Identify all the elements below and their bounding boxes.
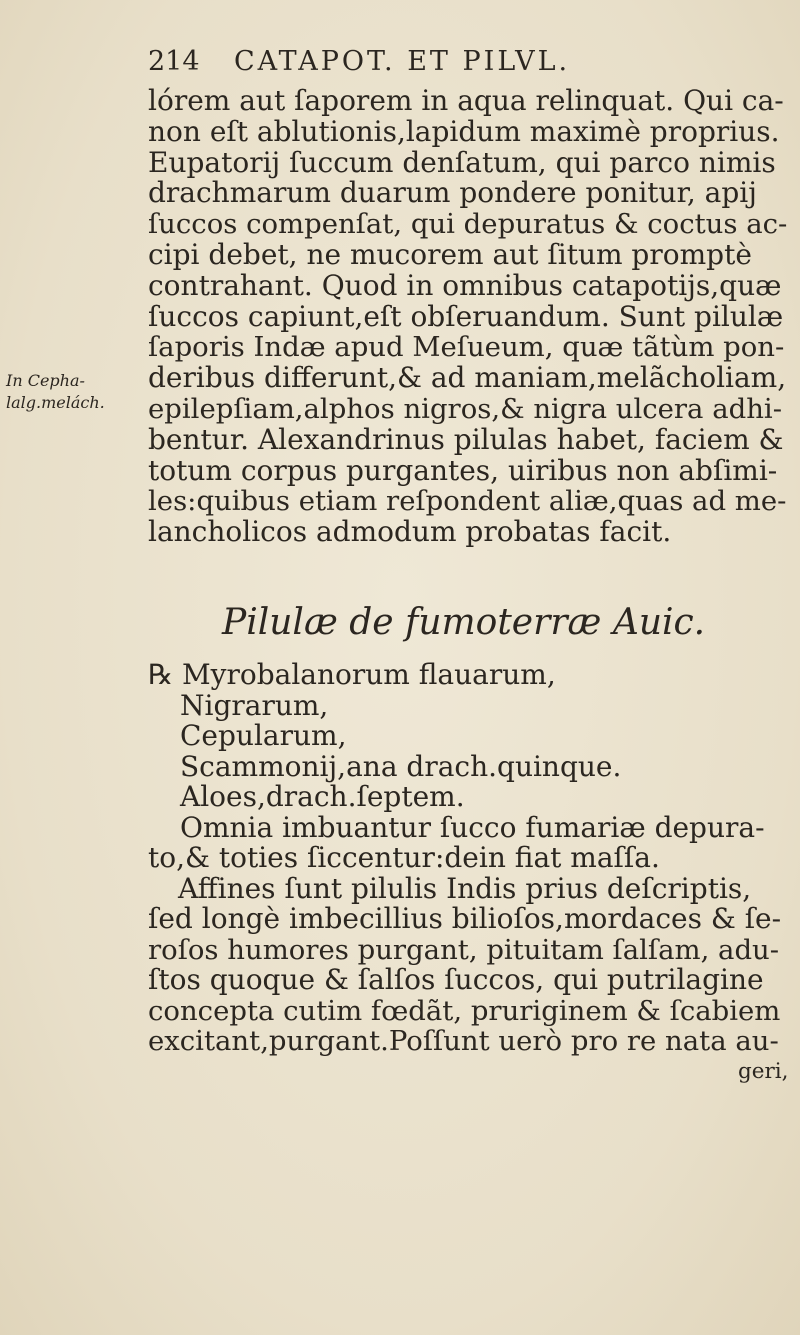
recipe-line: ſed longè imbecillius bilioſos,mordaces & ſe- <box>148 902 782 935</box>
text-line: deribus differunt,& ad maniam,melãcholiam, <box>148 361 787 395</box>
recipe-line: Affines ſunt pilulis Indis prius deſcriptis, <box>178 871 752 905</box>
text-line: les:quibus etiam reſpondent aliæ,quas ad me- <box>148 485 787 518</box>
text-line: bentur. Alexandrinus pilulas habet, faciem & <box>148 422 784 456</box>
recipe-line: concepta cutim fœdãt, pruriginem & ſcabiem <box>148 994 781 1027</box>
recipe-line: ſtos quoque & ſalſos ſuccos, qui putrilagine <box>148 963 764 996</box>
text-line: lancholicos admodum probatas facit. <box>148 515 672 549</box>
margin-note <box>6 370 105 414</box>
text-line: ſuccos compenſat, qui depuratus & coctus ac- <box>148 208 788 241</box>
text-line: cipi debet, ne mucorem aut ſitum promptè <box>148 237 752 271</box>
running-title: CATAPOT. ET PILVL. <box>234 46 571 77</box>
recipe-line: Cepularum, <box>180 719 347 752</box>
text-line: ſuccos capiunt,eſt obſeruandum. Sunt pilulæ <box>148 299 784 333</box>
text-line: contrahant. Quod in omnibus catapotijs,quæ <box>148 268 782 302</box>
recipe-line: roſos humores purgant, pituitam ſalſam, adu- <box>148 933 780 966</box>
body-paragraph <box>148 86 788 548</box>
recipe-line: Aloes,drach.ſeptem. <box>180 780 465 813</box>
recipe-line: excitant,purgant.Poſſunt uerò pro re nata au- <box>148 1025 779 1057</box>
recipe-block <box>148 660 788 1087</box>
section-heading: Pilulæ de fumoterræ Auic. <box>222 602 706 643</box>
text-line: ſaporis Indæ apud Meſueum, quæ tãtùm pon- <box>148 331 785 364</box>
catchword: geri, <box>738 1058 789 1084</box>
margin-note-line: In Cepha- <box>6 371 85 390</box>
recipe-line: ℞ Myrobalanorum flauarum, <box>148 658 556 691</box>
text-line: Eupatorij ſuccum denſatum, qui parco nimis <box>148 145 776 179</box>
text-line: totum corpus purgantes, uiribus non abſimi- <box>148 453 778 487</box>
recipe-line: to,& toties ſiccentur:dein fiat maſſa. <box>148 841 660 874</box>
recipe-line: Scammonij,ana drach.quinque. <box>180 749 622 783</box>
text-line: epilepſiam,alphos nigros,& nigra ulcera adhi- <box>148 392 782 425</box>
recipe-line: Nigrarum, <box>180 688 329 722</box>
running-header <box>148 46 740 86</box>
text-line: lórem aut ſaporem in aqua relinquat. Qui ca- <box>148 84 784 117</box>
text-line: drachmarum duarum pondere ponitur, apij <box>148 176 757 210</box>
margin-note-line: lalg.melách. <box>6 393 105 412</box>
page-number: 214 <box>148 46 200 77</box>
text-line: non eſt ablutionis,lapidum maximè proprius. <box>148 114 780 148</box>
recipe-line: Omnia imbuantur ſucco fumariæ depura- <box>180 810 765 844</box>
